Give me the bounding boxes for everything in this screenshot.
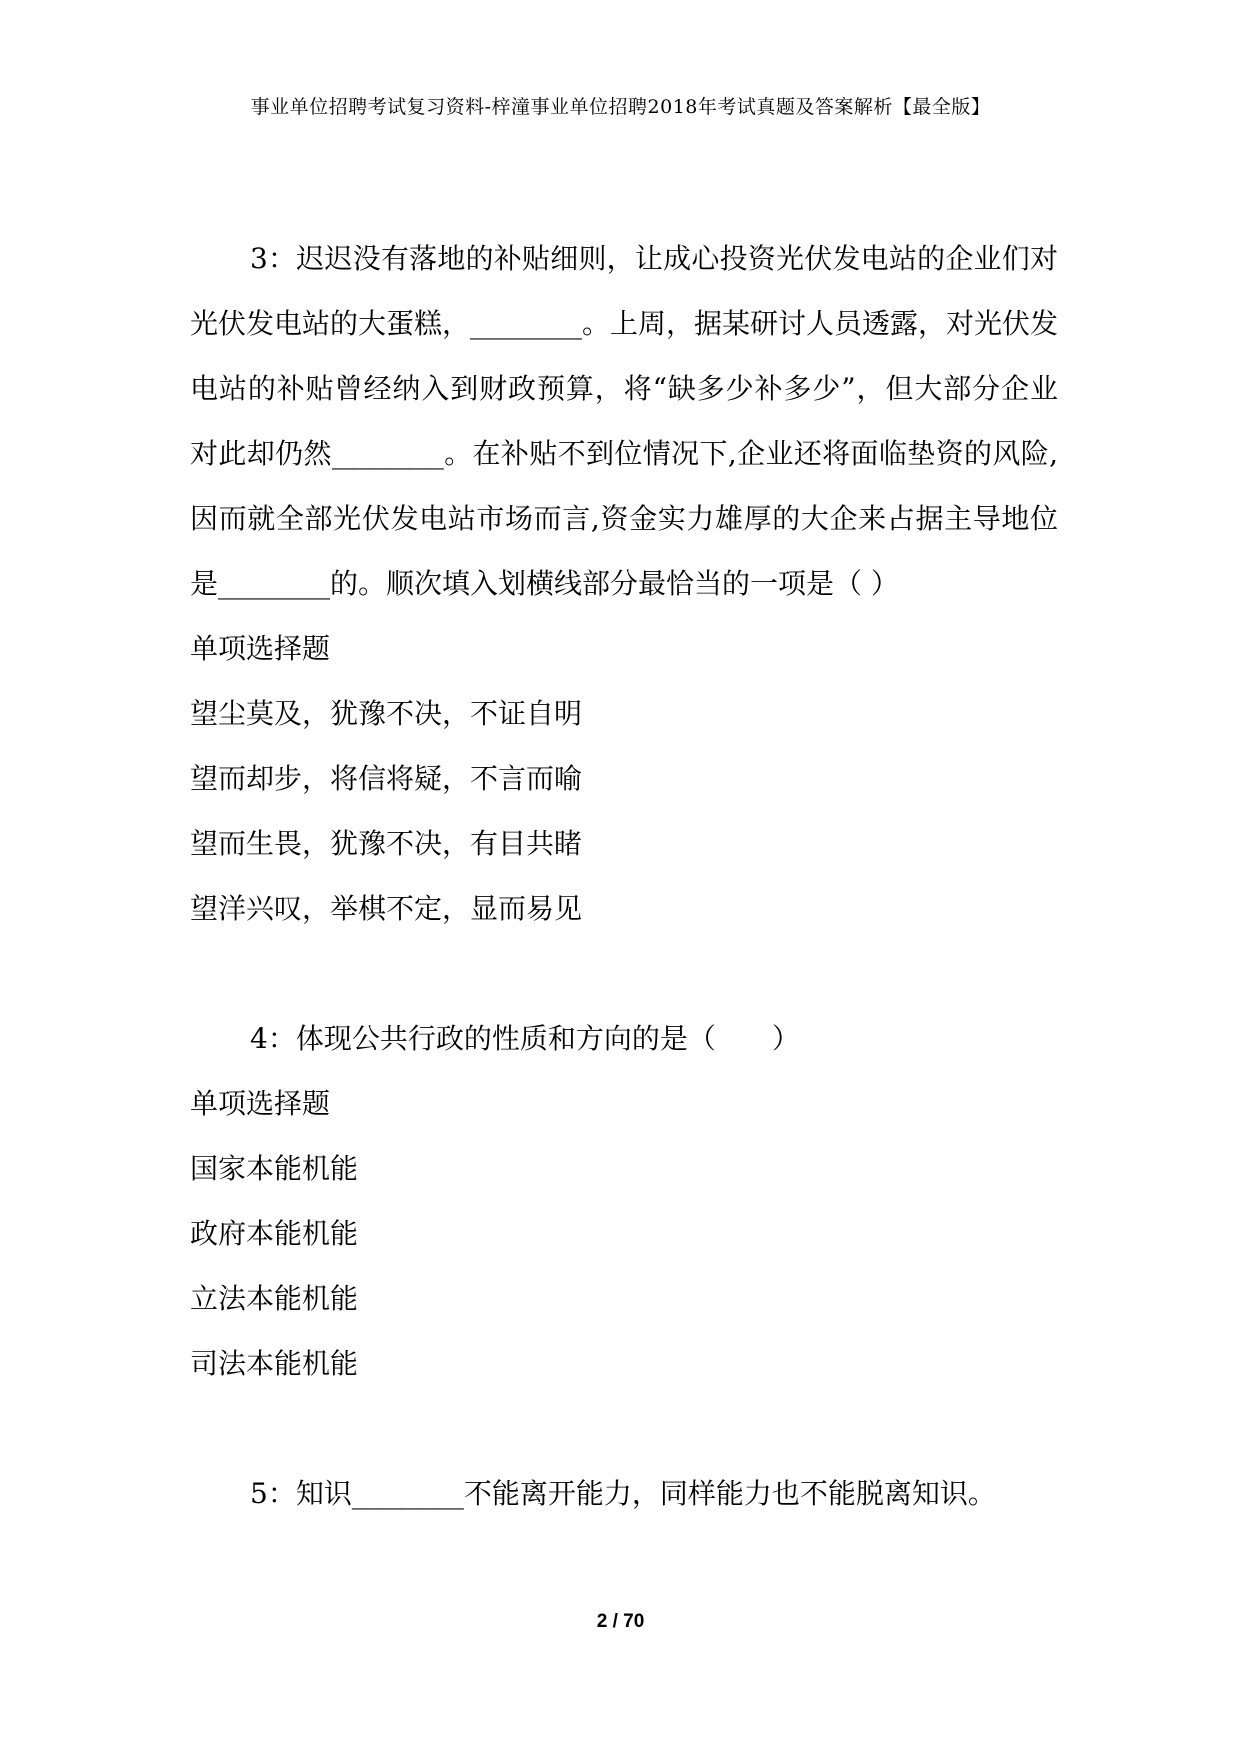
spacer [190,1396,1058,1461]
question-3 [190,226,1058,941]
option-a: 望尘莫及，犹豫不决，不证自明 [190,697,583,730]
option-d: 司法本能机能 [190,1347,359,1380]
option-b: 望而却步，将信将疑，不言而喻 [190,762,583,795]
option-c: 望而生畏，犹豫不决，有目共睹 [190,827,583,860]
question-stem: 5：知识________不能离开能力，同样能力也不能脱离知识。 [250,1477,996,1510]
question-type: 单项选择题 [190,632,331,665]
question-4 [190,1006,1058,1396]
option-a: 国家本能机能 [190,1152,359,1185]
question-stem: 3：迟迟没有落地的补贴细则，让成心投资光伏发电站的企业们对光伏发电站的大蛋糕，________。上周，据某研讨人员透露，对光伏发电站的补贴曾经纳入到财政预算，将“缺多少补多少”，但大部分企业对此却仍然________。在补贴不到位情况下,企业还将面临垫资的风险,因而就全部光伏发电站市场而言,资金实力雄厚的大企来占据主导地位是________的。顺次填入划横线部分最恰当的一项是（ ） [190,242,1059,600]
spacer [190,941,1058,1006]
question-type: 单项选择题 [190,1087,331,1120]
question-stem: 4：体现公共行政的性质和方向的是（ ） [250,1022,800,1055]
question-5 [190,1461,1058,1526]
page-header: 事业单位招聘考试复习资料-梓潼事业单位招聘2018年考试真题及答案解析【最全版】 [250,96,991,118]
option-d: 望洋兴叹，举棋不定，显而易见 [190,892,583,925]
page-number: 2 / 70 [596,1611,645,1632]
option-b: 政府本能机能 [190,1217,359,1250]
document-body [190,226,1058,1526]
option-c: 立法本能机能 [190,1282,359,1315]
